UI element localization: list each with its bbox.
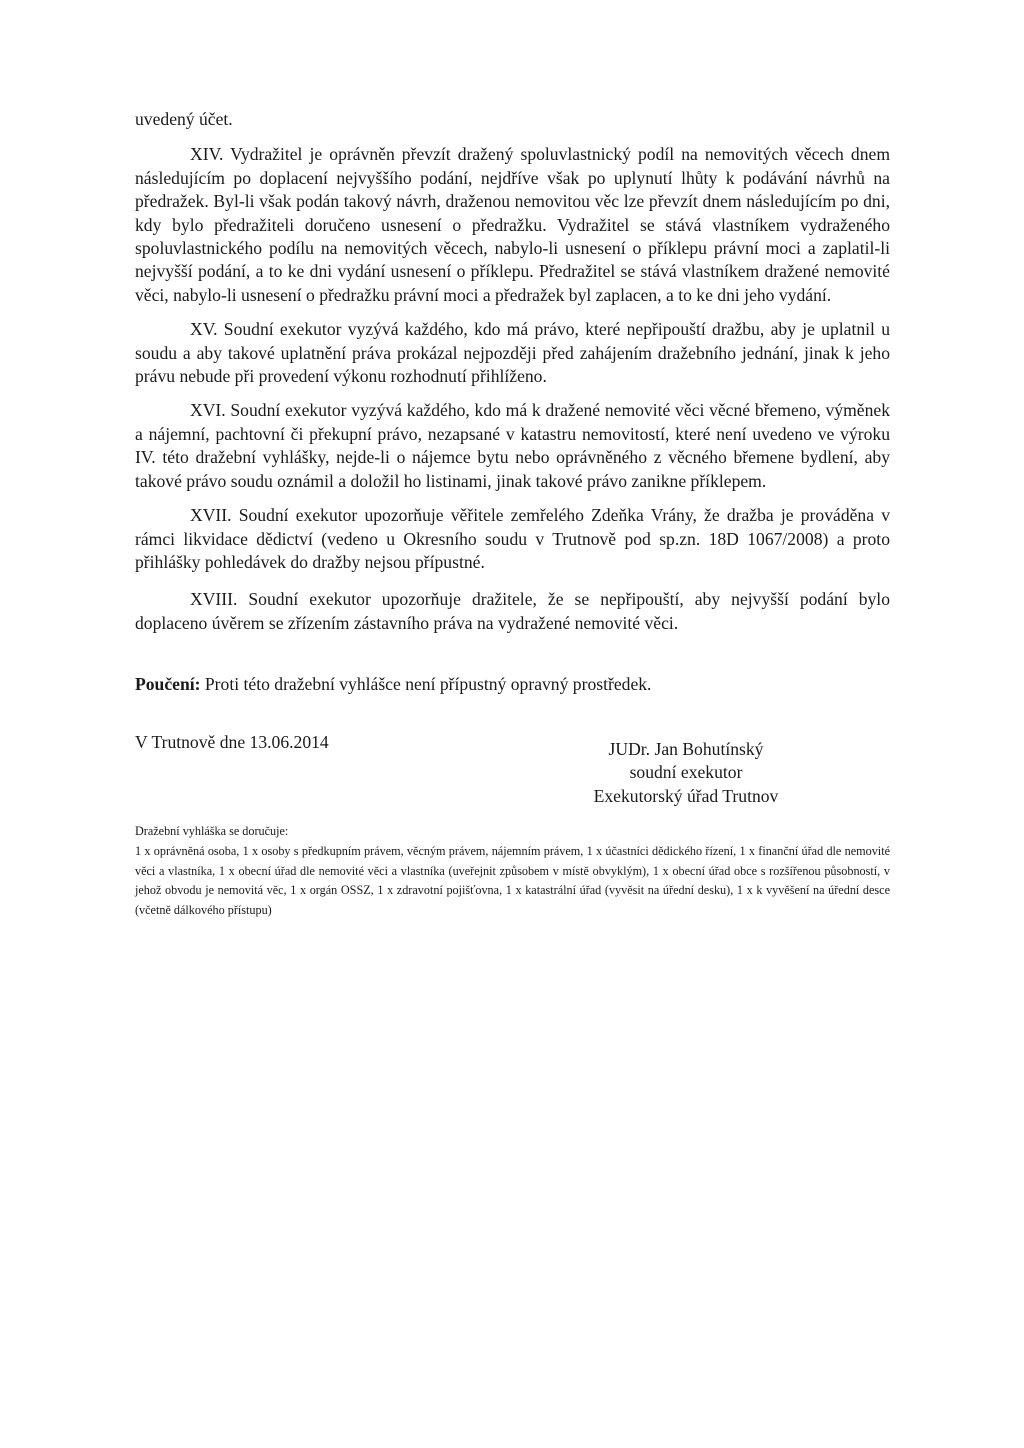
signatory-role: soudní exekutor [629,762,743,783]
delivery-title: Dražební vyhláška se doručuje: [135,824,289,838]
signature-block [566,738,806,808]
paragraph-xvii: XVII. Soudní exekutor upozorňuje věřitele zemřelého Zdeňka Vrány, že dražba je prováděna v rámci likvidace dědictví (vedeno u Okresního soudu v Trutnově pod sp.zn. 18D 1067/2008) a proto přihlášky pohledávek do dražby nejsou přípustné. [135,505,890,572]
delivery-list [135,822,890,921]
signatory-name: JUDr. Jan Bohutínský [608,739,764,759]
paragraph-xiv: XIV. Vydražitel je oprávněn převzít dražený spoluvlastnický podíl na nemovitých věcech dnem následujícím po doplacení nejvyššího podání, nejdříve však po uplynutí lhůty k podávání návrhů na předražek. Byl-li však podán takový návrh, draženou nemovitou věc lze převzít dnem následujícím po dni, kdy bylo předražiteli doručeno usnesení o předražku. Vydražitel se stává vlastníkem vydraženého spoluvlastnického podílu na nemovitých věcech, nabylo-li usnesení o příklepu právní moci a zaplatil-li nejvyšší podání, a to ke dni vydání usnesení o příklepu. Předražitel se stává vlastníkem dražené nemovité věci, nabylo-li usnesení o předražku právní moci a předražek byl zaplacen, a to ke dni jeho vydání. [135,144,890,305]
paragraph-xv: XV. Soudní exekutor vyzývá každého, kdo má právo, které nepřipouští dražbu, aby je uplatnil u soudu a aby takové uplatnění práva prokázal nejpozději před zahájením dražebního jednání, jinak k jeho právu nebude při provedení výkonu rozhodnutí přihlíženo. [135,319,890,387]
paragraph-xviii: XVIII. Soudní exekutor upozorňuje dražitele, že se nepřipouští, aby nejvyšší podání bylo doplaceno úvěrem se zřízením zástavního práva na vydražené nemovité věci. [135,589,890,633]
notice-label: Poučení: [135,674,201,695]
place-and-date: V Trutnově dne 13.06.2014 [135,731,329,752]
paragraph-xvi: XVI. Soudní exekutor vyzývá každého, kdo má k dražené nemovité věci věcné břemeno, výměnek a nájemní, pachtovní či překupní právo, nezapsané v katastru nemovitostí, které není uvedeno ve výroku IV. této dražební vyhlášky, nejde-li o nájemce bytu nebo oprávněného z věcného břemene bydlení, aby takové právo soudu oznámil a doložil ho listinami, jinak takové právo zanikne příklepem. [135,400,890,491]
continuation-line: uvedený účet. [135,109,233,129]
legal-notice [135,673,890,696]
delivery-text: 1 x oprávněná osoba, 1 x osoby s předkupním právem, věcným právem, nájemním právem, 1 x účastníci dědického řízení, 1 x finanční úřad dle nemovité věci a vlastníka, 1 x obecní úřad dle nemovité věci a vlastníka (uveřejnit způsobem v místě obvyklým), 1 x obecní úřad obce s rozšířenou působností, v jehož obvodu je nemovitá věc, 1 x orgán OSSZ, 1 x zdravotní pojišťovna, 1 x katastrální úřad (vyvěsit na úřední desku), 1 x k vyvěšení na úřední desce (včetně dálkového přístupu) [135,843,890,918]
signatory-office: Exekutorský úřad Trutnov [593,785,779,806]
document-body [135,108,890,754]
notice-text: Proti této dražební vyhlášce není přípustný opravný prostředek. [200,674,652,695]
